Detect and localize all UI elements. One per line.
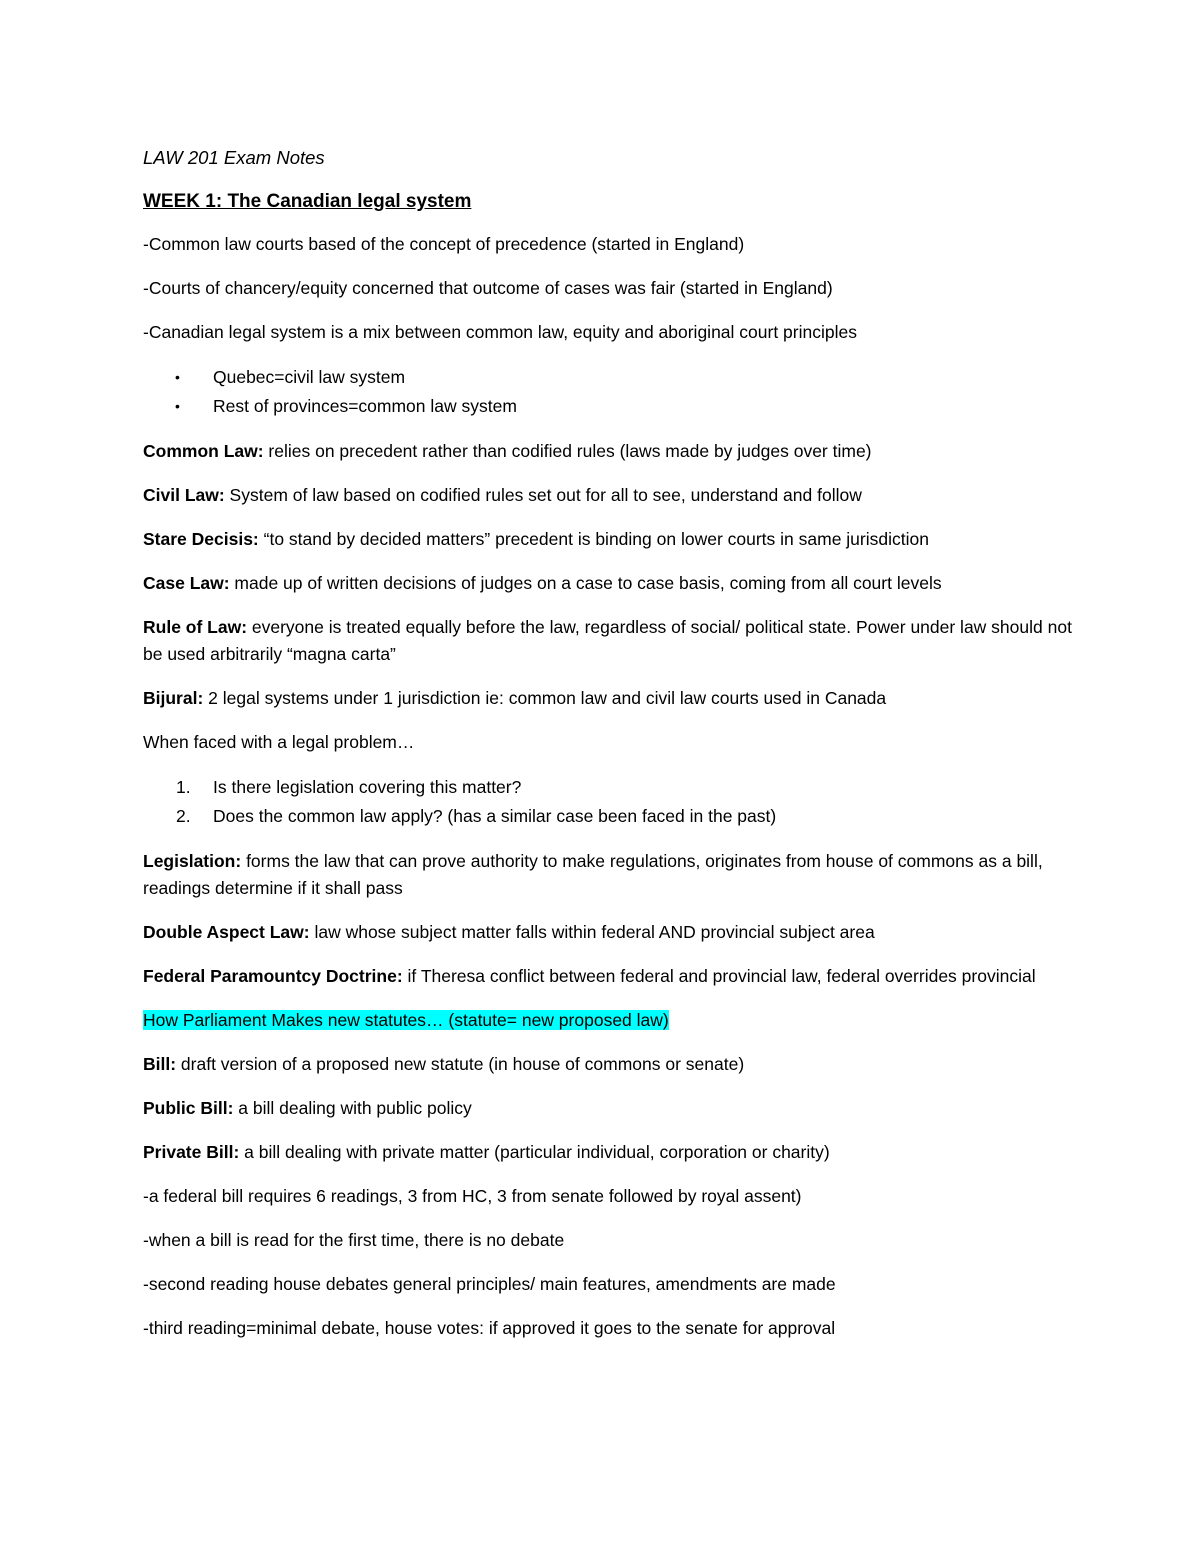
definition-text: “to stand by decided matters” precedent is binding on lower courts in same jurisdiction <box>258 529 929 549</box>
bullet-item <box>143 363 1073 392</box>
definition <box>143 919 1073 946</box>
highlighted-line <box>143 1007 1073 1034</box>
definition-term: Case Law: <box>143 573 230 593</box>
definition-term: Private Bill: <box>143 1142 240 1162</box>
definition-term: Common Law: <box>143 441 264 461</box>
definition-text: a bill dealing with public policy <box>233 1098 472 1118</box>
bullet-marker: • <box>175 398 180 414</box>
note-line: -third reading=minimal debate, house votes: if approved it goes to the senate for approval <box>143 1318 836 1338</box>
definition-term: Legislation: <box>143 851 242 871</box>
bullet-text: Rest of provinces=common law system <box>213 396 517 416</box>
definition-text: forms the law that can prove authority to make regulations, originates from house of commons as a bill, readings determine if it shall pass <box>143 851 1043 898</box>
definition <box>143 526 1073 553</box>
item-number: 1. <box>176 777 191 797</box>
definition <box>143 848 1073 902</box>
week-heading: WEEK 1: The Canadian legal system <box>143 191 472 212</box>
definition-text: draft version of a proposed new statute (in house of commons or senate) <box>176 1054 745 1074</box>
bullet-marker: • <box>175 369 180 385</box>
definition-text: if Theresa conflict between federal and provincial law, federal overrides provincial <box>402 966 1036 986</box>
definition-text: 2 legal systems under 1 jurisdiction ie: common law and civil law courts used in Canada <box>203 688 887 708</box>
highlight-text: How Parliament Makes new statutes… (statute= new proposed law) <box>143 1010 669 1030</box>
definition <box>143 685 1073 712</box>
numbered-list <box>143 773 1073 831</box>
intro-line: -Courts of chancery/equity concerned that outcome of cases was fair (started in England) <box>143 278 833 298</box>
definition-text: law whose subject matter falls within federal AND provincial subject area <box>309 922 875 942</box>
definition-term: Stare Decisis: <box>143 529 259 549</box>
note-line: -a federal bill requires 6 readings, 3 from HC, 3 from senate followed by royal assent) <box>143 1186 802 1206</box>
note-line: -when a bill is read for the first time, there is no debate <box>143 1230 565 1250</box>
definition-text: everyone is treated equally before the law, regardless of social/ political state. Power under law should not be used arbitrarily “magna carta” <box>143 617 1072 664</box>
definition-term: Bijural: <box>143 688 204 708</box>
bullet-list <box>143 363 1073 421</box>
item-text: Is there legislation covering this matter? <box>213 777 522 797</box>
definition-text: System of law based on codified rules set out for all to see, understand and follow <box>224 485 862 505</box>
definition-term: Bill: <box>143 1054 177 1074</box>
definition-term: Double Aspect Law: <box>143 922 310 942</box>
definition-text: relies on precedent rather than codified rules (laws made by judges over time) <box>263 441 872 461</box>
definition <box>143 482 1073 509</box>
note-line: -second reading house debates general principles/ main features, amendments are made <box>143 1274 836 1294</box>
definition-term: Civil Law: <box>143 485 225 505</box>
document-title: LAW 201 Exam Notes <box>143 147 325 168</box>
definition <box>143 1095 1073 1122</box>
bullet-text: Quebec=civil law system <box>213 367 406 387</box>
definition-text: a bill dealing with private matter (particular individual, corporation or charity) <box>239 1142 830 1162</box>
numbered-item <box>143 773 1073 802</box>
definition <box>143 614 1073 668</box>
definition <box>143 963 1073 990</box>
definition-term: Rule of Law: <box>143 617 248 637</box>
definition-term: Public Bill: <box>143 1098 234 1118</box>
numbered-item <box>143 802 1073 831</box>
problem-intro: When faced with a legal problem… <box>143 732 415 752</box>
definition-term: Federal Paramountcy Doctrine: <box>143 966 403 986</box>
definition <box>143 438 1073 465</box>
document-body <box>143 144 1073 1359</box>
intro-line: -Canadian legal system is a mix between common law, equity and aboriginal court principles <box>143 322 857 342</box>
item-number: 2. <box>176 806 191 826</box>
bullet-item <box>143 392 1073 421</box>
item-text: Does the common law apply? (has a similar case been faced in the past) <box>213 806 777 826</box>
definition <box>143 570 1073 597</box>
definition <box>143 1139 1073 1166</box>
intro-line: -Common law courts based of the concept of precedence (started in England) <box>143 234 745 254</box>
definition <box>143 1051 1073 1078</box>
definition-text: made up of written decisions of judges on a case to case basis, coming from all court levels <box>229 573 942 593</box>
